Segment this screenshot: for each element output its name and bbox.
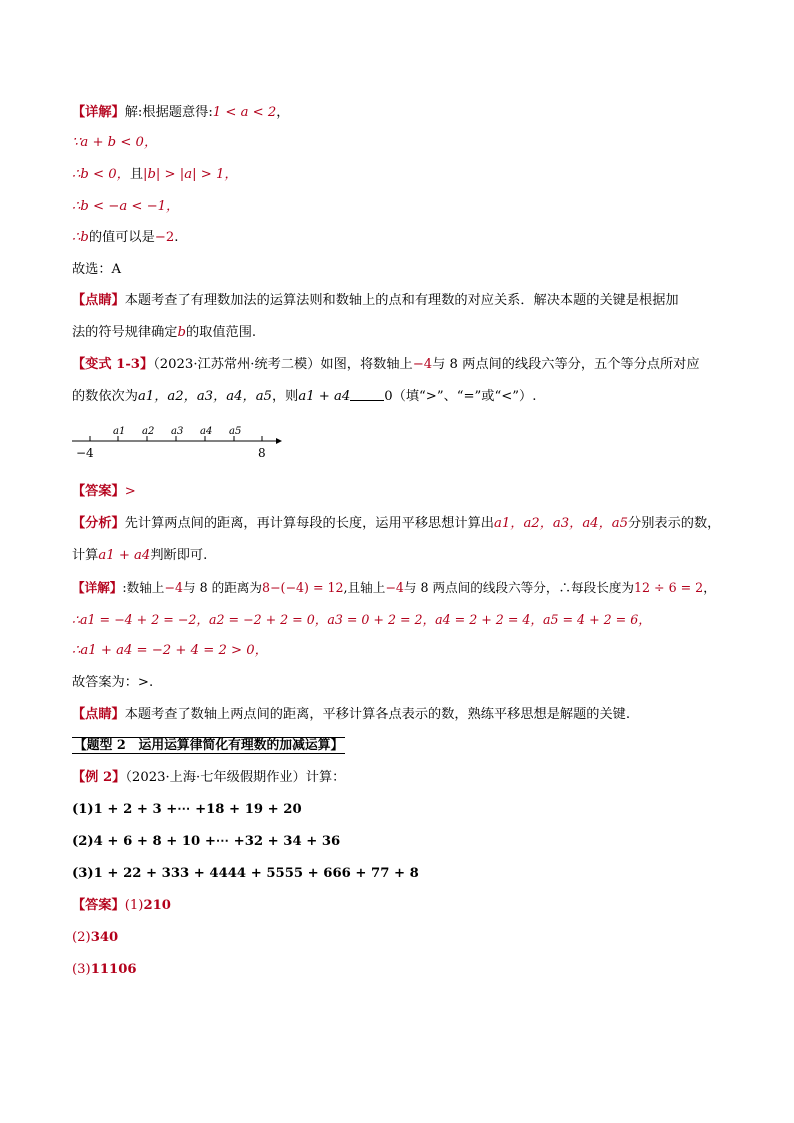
analysis-line2: 计算a1 + a4判断即可. [72,548,208,563]
example-q3: (3)1 + 22 + 333 + 4444 + 5555 + 666 + 77 + 8 [72,866,419,881]
variant-line2: 的数依次为a1，a2，a3，a4，a5，则a1 + a4 0（填“>”、“=”或“<”）. [72,389,537,404]
number-line-figure [70,420,284,462]
comment-tag: 【点睛】 [72,707,125,722]
detail1-line1: 【详解】解:根据题意得:1 < a < 2， [72,105,290,120]
answer1-line: 【答案】> [72,484,136,499]
section-title: 【题型 2 运用运算律简化有理数的加减运算】 [74,738,344,753]
detail2-line3: ∴a1 + a4 = −2 + 4 = 2 > 0， [72,643,268,658]
variant-line1: 【变式 1-3】（2023·江苏常州·统考二模）如图，将数轴上−4与 8 两点间的线段六等分，五个等分点所对应 [72,357,700,372]
fill-answer-line: 故答案为：>. [72,675,154,690]
variant-tag: 【变式 1-3】 [72,357,154,372]
analysis-line1: 【分析】先计算两点间的距离，再计算每段的长度，运用平移思想计算出a1，a2，a3，a4，a5分别表示的数， [72,516,721,531]
example-line: 【例 2】（2023·上海·七年级假期作业）计算： [72,770,346,785]
comment2-line: 【点睛】本题考查了数轴上两点间的距离，平移计算各点表示的数，熟练平移思想是解题的关键. [72,707,631,722]
answer-tag: 【答案】 [72,898,125,913]
detail1-line4: ∴b < −a < −1， [72,199,180,214]
label-a3: a3 [171,426,184,437]
label-minus4: −4 [76,446,94,460]
answer2-line2: (2)340 [72,930,119,945]
detail1-line2: ∵a + b < 0， [72,135,158,150]
answer2-line3: (3)11106 [72,962,137,977]
number-line-arrow [276,438,282,444]
analysis-tag: 【分析】 [72,516,125,531]
answer-tag: 【答案】 [72,484,125,499]
detail1-line5: ∴b的值可以是−2. [72,230,179,245]
detail2-line2: ∴a1 = −4 + 2 = −2，a2 = −2 + 2 = 0，a3 = 0 + 2 = 2，a4 = 2 + 2 = 4，a5 = 4 + 2 = 6， [72,612,651,627]
detail1-line3: ∴b < 0，且|b| > |a| > 1， [72,167,238,182]
example-q2: (2)4 + 6 + 8 + 10 +⋯ +32 + 34 + 36 [72,834,341,849]
example-tag: 【例 2】 [72,770,126,785]
answer-blank [350,388,384,401]
detail2-line1: 【详解】:数轴上−4与 8 的距离为8−(−4) = 12,且轴上−4与 8 两点间的线段六等分，∴每段长度为12 ÷ 6 = 2， [72,580,716,595]
comment1-line1: 【点睛】本题考查了有理数加法的运算法则和数轴上的点和有理数的对应关系．解决本题的关键是根据加 [72,293,679,308]
label-a2: a2 [142,426,155,437]
label-a5: a5 [229,426,242,437]
comment1-line2: 法的符号规律确定b的取值范围. [72,325,257,340]
detail-tag: 【详解】 [72,105,125,120]
detail-tag: 【详解】 [72,580,123,595]
label-8: 8 [258,446,266,460]
answer2-line1: 【答案】(1)210 [72,898,171,913]
example-q1: (1)1 + 2 + 3 +⋯ +18 + 19 + 20 [72,802,302,817]
comment-tag: 【点睛】 [72,293,125,308]
choice-line: 故选：A [72,262,122,277]
label-a1: a1 [113,426,126,437]
label-a4: a4 [200,426,213,437]
